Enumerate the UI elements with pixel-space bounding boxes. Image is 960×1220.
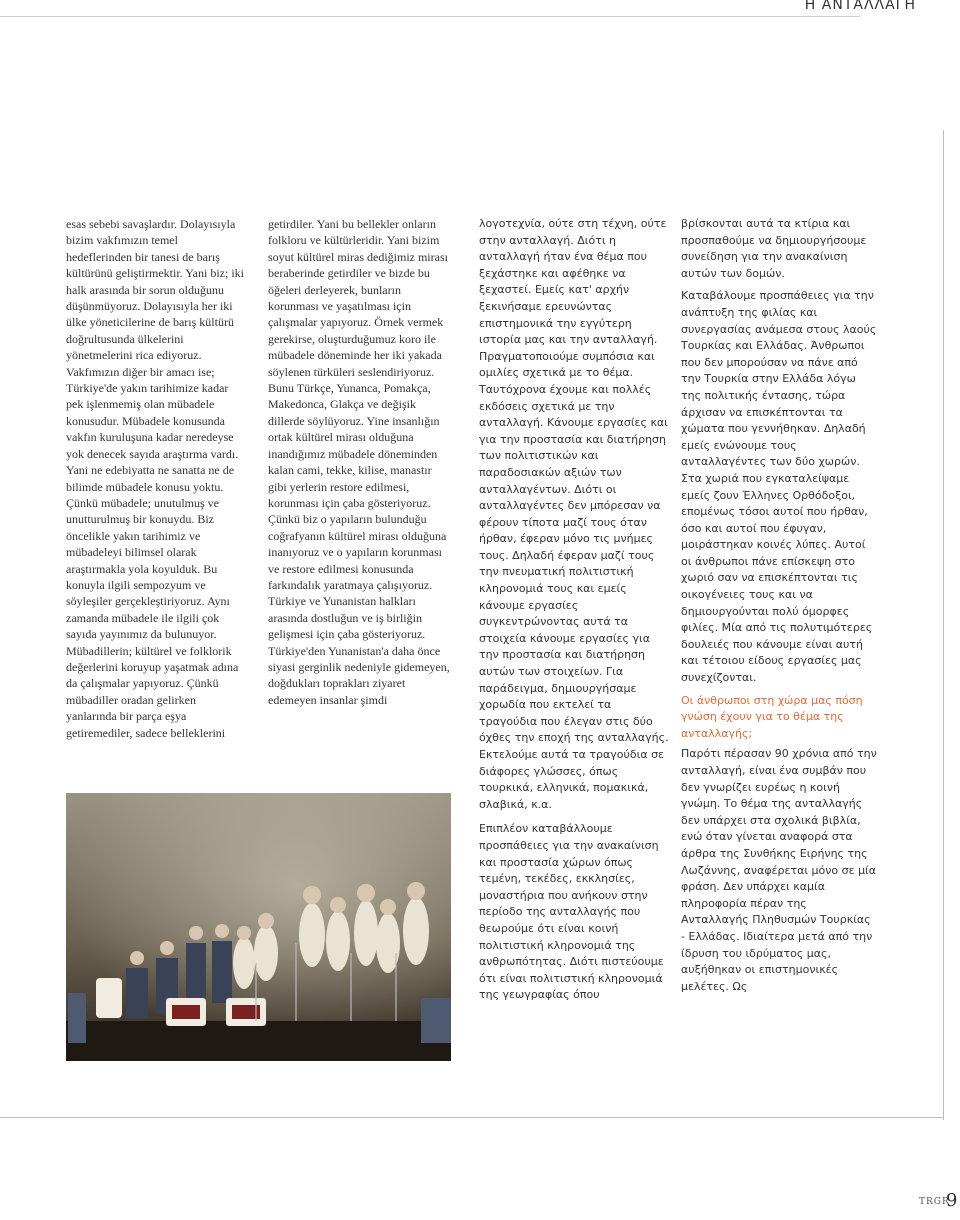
page-number: 9	[946, 1190, 958, 1211]
col4-paragraph-3: Παρότι πέρασαν 90 χρόνια από την ανταλλαγή, είναι ένα συμβάν που δεν γνωρίζει ευρέως η κοινή γνώμη. Το θέμα της ανταλλαγής δεν υπάρχει στα σχολικά βιβλία, ενώ όταν γίνεται αναφορά στα άρθρα της Συνθήκης Ειρήνης της Λωζάννης, αναφέρεται μόνο σε μία φράση. Δεν υπάρχει καμία πληροφορία πέραν της Ανταλλαγής Πληθυσμών Τουρκίας - Ελλάδας. Ιδιαίτερα μετά από την ίδρυση του ιδρύματος μας, αυξήθηκαν οι επιστημονικές μελέτες. Ως	[681, 747, 877, 993]
column-4-greek	[681, 216, 877, 995]
header-rule	[0, 16, 860, 17]
col4-paragraph-2: Καταβάλουμε προσπάθειες για την ανάπτυξη της φιλίας και συνεργασίας ανάμεσα στους λαούς Τουρκίας και Ελλάδας. Άνθρωποι που δεν μπορούσαν να πάνε από την Τουρκία στην Ελλάδα λόγω της πολιτικής έντασης, τώρα άρχισαν να επισκέπτονται τα χώματα που γεννήθηκαν. Δηλαδή εμείς ενώνουμε τους ανταλλαγέντες των δύο χωρών. Στα χωριά που εγκαταλείψαμε εμείς ζουν Έλληνες Ορθόδοξοι, επομένως τόσοι αυτοί που ήρθαν, όσο και αυτοί που έφυγαν, μοιράστηκαν κοινές λύπες. Αυτοί οι άνθρωποι πάνε επίσκεψη στο χωριό σαν να επισκέπτονται τις οικογένειες τους και να δημιουργούνται πολύ όμορφες φιλίες. Μία από τις πολυτιμότερες δουλειές που κάνουμε είναι αυτή και τέτοιου είδους εργασίες μας συνεχίζονται.	[681, 289, 877, 685]
footer-brand: TRGR	[919, 1197, 950, 1207]
column-1-turkish	[66, 216, 246, 741]
column-2-turkish	[268, 216, 453, 708]
col1-paragraph: esas sebebi savaşlardır. Dolayısıyla bizim vakfımızın temel hedeflerinden bir tanesi de barış kültürünü geliştirmektir. Yani biz; iki halk arasında bir sorun olduğunu düşünmüyoruz. Dolayısıyla her iki ülke yöneticilerine de barış kültürü doğrultusunda ülkelerini yönetmelerini rica ediyoruz. Vakfımızın diğer bir amacı ise; Türkiye'de yakın tarihimize kadar pek işlenmemiş olan mübadele konusudur. Mübadele konusunda vakfın kuruluşuna kadar neredeyse yok denecek sayıda araştırma vardı. Yani ne edebiyatta ne sanatta ne de bilimde mübadele konusu yoktu. Çünkü mübadele; unutulmuş ve unutturulmuş bir konuydu. Biz öncelikle yakın tarihimiz ve mübadeleyi bilimsel olarak araştırmakla yola koyulduk. Bu konuyla ilgili sempozyum ve söyleşiler gerçekleştiriyoruz. Aynı zamanda mübadele ile ilgili çok sayıda yayınımız da bulunuyor. Mübadillerin; kültürel ve folklorik değerlerini koruyup yaşatmak adına da çalışmalar yapıyoruz. Çünkü mübadiller oradan gelirken yanlarında bir parça eşya getiremediler, sadece belleklerini	[66, 217, 244, 740]
col3-paragraph-2: Επιπλέον καταβάλλουμε προσπάθειες για την ανακαίνιση και προστασία χώρων όπως τεμένη, τεκέδες, εκκλησίες, μοναστήρια που ανήκουν στην περίοδο της ανταλλαγής που θεωρούμε ότι είναι κοινή πολιτιστική κληρονομιά της ανθρωπότητας. Διότι πιστεύουμε ότι είναι πολιτιστική κληρονομιά της γεωγραφίας όπου	[479, 822, 664, 1002]
choir-photo	[66, 793, 451, 1061]
section-header-label: Η ΑΝΤΑΛΛΑΓΗ	[804, 0, 916, 13]
frame-right-rule	[943, 130, 944, 1120]
frame-bottom-rule	[0, 1117, 944, 1118]
column-3-greek	[479, 216, 669, 1004]
col3-paragraph-1: λογοτεχνία, ούτε στη τέχνη, ούτε στην ανταλλαγή. Διότι η ανταλλαγή ήταν ένα θέμα που ξεχάστηκε και αφέθηκε να ξεχαστεί. Εμείς κατ' αρχήν ξεκινήσαμε ερευνώντας επιστημονικά την εγγύτερη ιστορία μας και την ανταλλαγή. Πραγματοποιούμε συμπόσια και ομιλίες σχετικά με το θέμα. Ταυτόχρονα έχουμε και πολλές εκδόσεις σχετικά με την ανταλλαγή. Κάνουμε εργασίες και για την προστασία και διατήρηση των πολιτιστικών και παραδοσιακών αξιών των ανταλλαγέντων. Διότι οι ανταλλαγέντες δεν μπόρεσαν να φέρουν τίποτα μαζί τους όταν ήρθαν, έφεραν μόνο τις μνήμες τους. Δηλαδή έφεραν μαζί τους την πνευματική πολιτιστική κληρονομιά τους και εμείς κάνουμε εργασίες συγκεντρώνοντας αυτά τα στοιχεία κάνουμε εργασίες για την προστασία και διατήρηση αυτών των στοιχείων. Για παράδειγμα, δημιουργήσαμε χορωδία που εκτελεί τα τραγούδια που έλεγαν στις δύο όχθες την εποχή της ανταλλαγής. Εκτελούμε αυτά τα τραγούδια σε διάφορες γλώσσες, όπως τουρκικά, ελληνικά, πομακικά, σλαβικά, κ.α.	[479, 217, 669, 811]
interview-question: Οι άνθρωποι στη χώρα μας πόση γνώση έχουν για το θέμα της ανταλλαγής;	[681, 693, 863, 740]
col2-paragraph: getirdiler. Yani bu bellekler onların folkloru ve kültürleridir. Yani bizim soyut kültürel miras dediğimiz mirası beraberinde getirdiler ve bizde bu öğeleri derleyerek, bunların korunması ve yaşatılması için çalışmalar yapıyoruz. Örnek vermek gerekirse, oluşturduğumuz koro ile mübadele döneminde her iki yakada söylenen türküleri seslendiriyoruz. Bunu Türkçe, Yunanca, Pomakça, Makedonca, Glakça ve değişik dillerde söylüyoruz. Yine insanlığın ortak kültürel mirası olduğuna inandığımız mübadele döneminden kalan cami, tekke, kilise, manastır gibi yerlerin restore edilmesi, korunması için çaba gösteriyoruz. Çünkü biz o yapıların bulunduğu coğrafyanın kültürel mirası olduğuna inanıyoruz ve o yapıların korunması ve restore edilmesi konusunda farkındalık yaratmaya çalışıyoruz. Türkiye ve Yunanistan halkları arasında dostluğun ve iş birliğin gelişmesi için çaba gösteriyoruz. Türkiye'den Yunanistan'a daha önce siyasi gerginlik nedeniyle gidemeyen, doğdukları toprakları ziyaret edemeyen insanlar şimdi	[268, 217, 450, 707]
col4-paragraph-1: βρίσκονται αυτά τα κτίρια και προσπαθούμε να δημιουργήσουμε συνείδηση για την ανακαίνιση αυτών των δομών.	[681, 217, 867, 280]
